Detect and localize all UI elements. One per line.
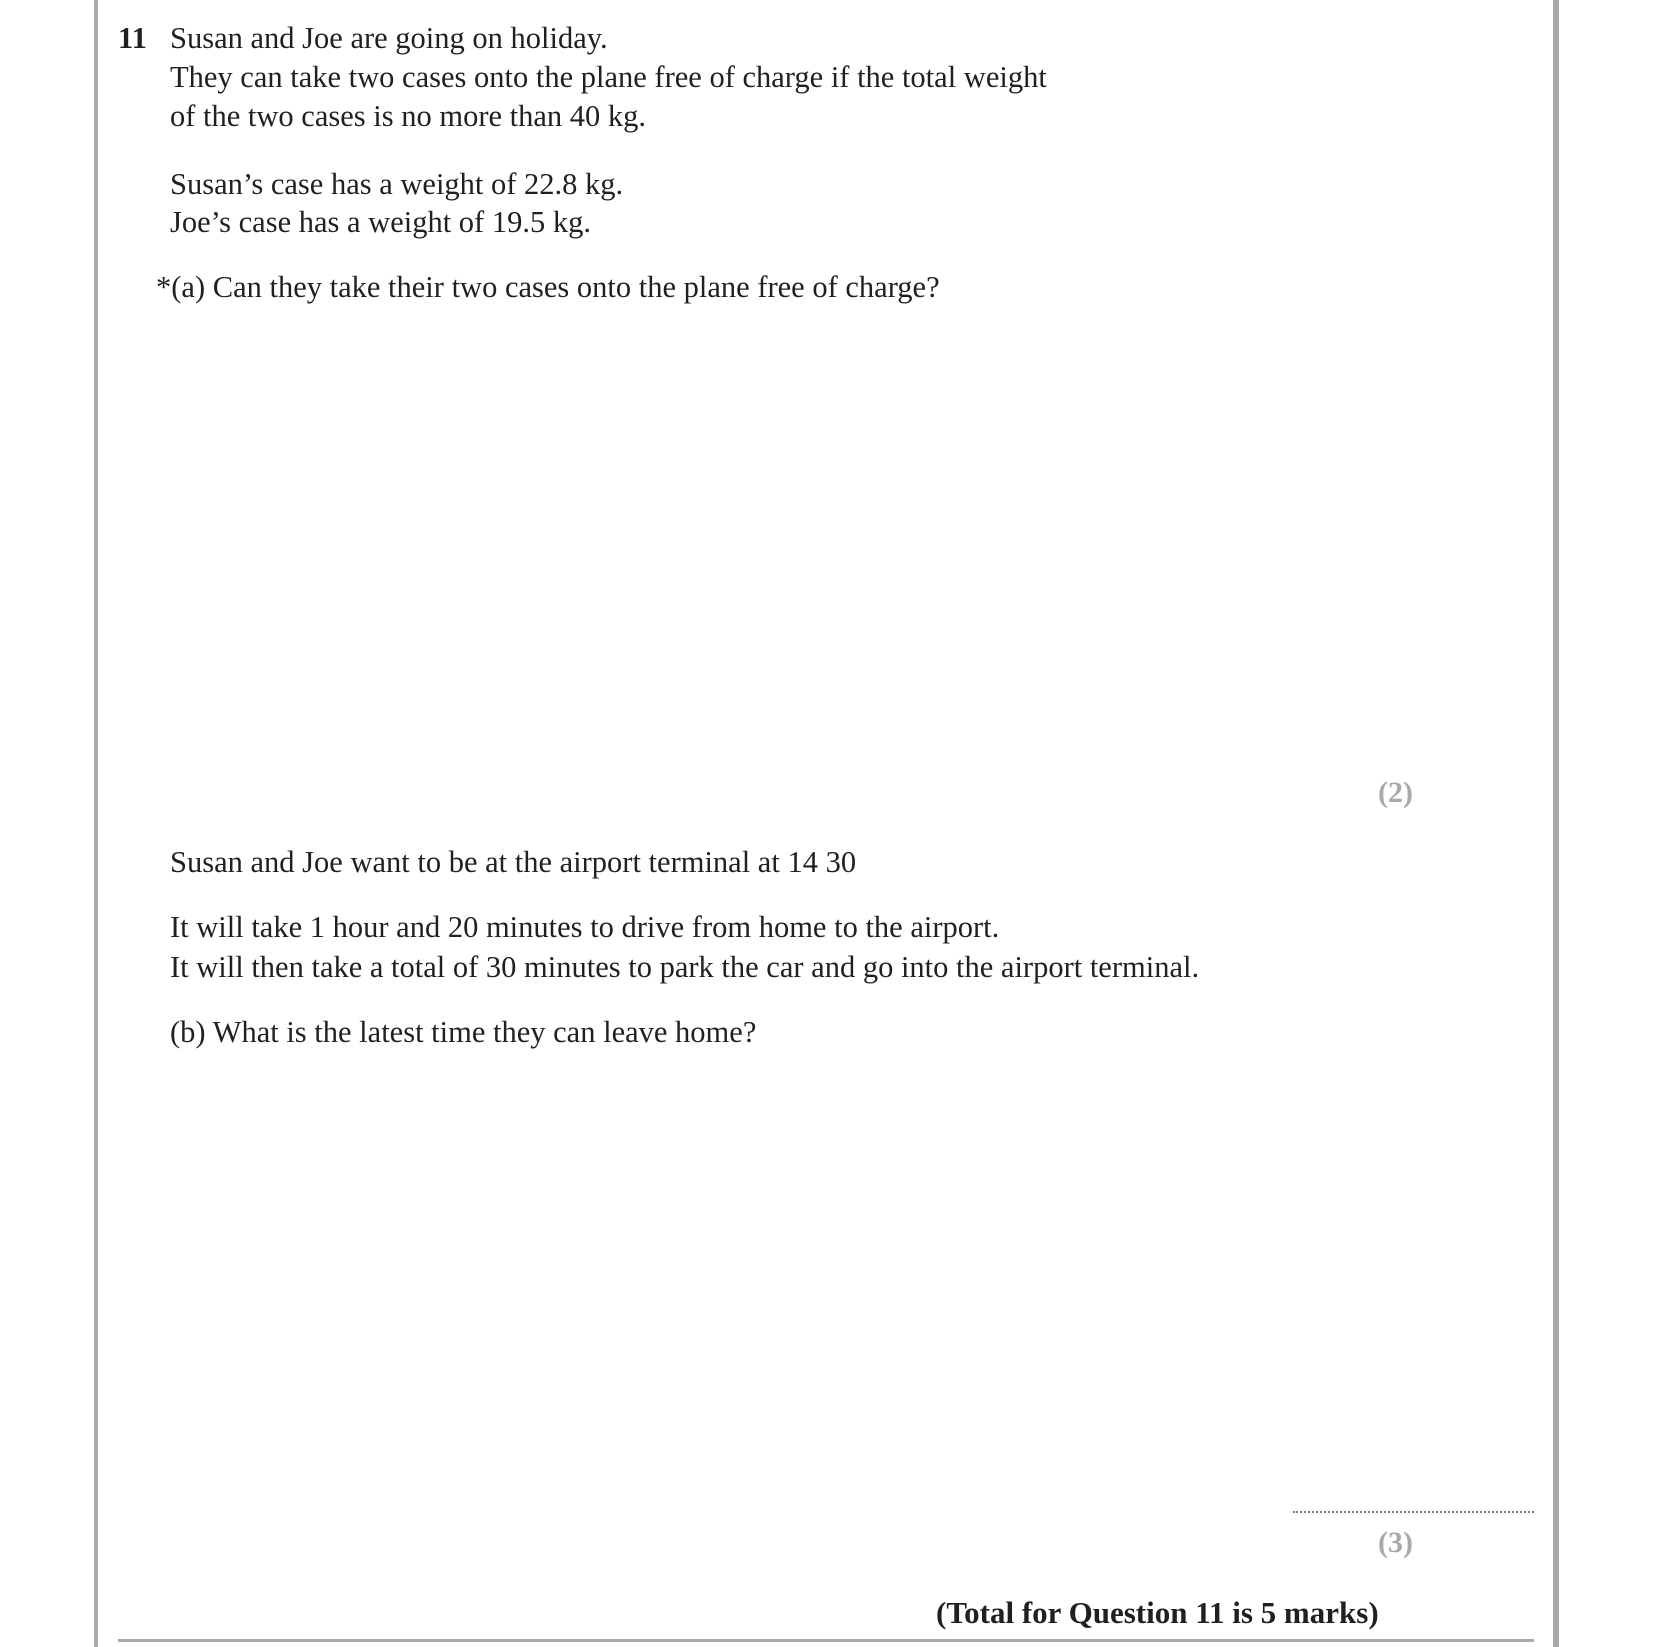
- context-b-line-1: Susan and Joe want to be at the airport terminal at 14 30: [170, 845, 857, 879]
- part-b-marks: (3): [1378, 1526, 1413, 1559]
- part-a-text: Can they take their two cases onto the plane free of charge?: [212, 270, 940, 304]
- part-a-marks: (2): [1378, 776, 1413, 809]
- part-a-question: [156, 268, 940, 306]
- total-marks: (Total for Question 11 is 5 marks): [936, 1595, 1379, 1630]
- part-a-working-space[interactable]: [120, 320, 1540, 760]
- question-number: 11: [118, 21, 147, 55]
- intro-line-3: of the two cases is no more than 40 kg.: [170, 99, 647, 133]
- part-b-label: (b): [170, 1015, 206, 1049]
- context-b-line-3: It will then take a total of 30 minutes to park the car and go into the airport terminal.: [170, 950, 1200, 984]
- bottom-rule: [118, 1639, 1534, 1642]
- part-b-text: What is the latest time they can leave home?: [212, 1015, 757, 1049]
- part-b-answer-line[interactable]: [1293, 1511, 1534, 1513]
- page-border-right: [1553, 0, 1559, 1647]
- part-a-label: *(a): [156, 270, 206, 304]
- intro-line-1: Susan and Joe are going on holiday.: [170, 21, 608, 55]
- joe-case-line: Joe’s case has a weight of 19.5 kg.: [170, 205, 591, 239]
- page-border-left: [94, 0, 98, 1647]
- intro-line-2: They can take two cases onto the plane free of charge if the total weight: [170, 60, 1047, 94]
- context-b-line-2: It will take 1 hour and 20 minutes to drive from home to the airport.: [170, 910, 1000, 944]
- susan-case-line: Susan’s case has a weight of 22.8 kg.: [170, 167, 624, 201]
- part-b-working-space[interactable]: [120, 1060, 1540, 1500]
- part-b-question: [170, 1013, 756, 1051]
